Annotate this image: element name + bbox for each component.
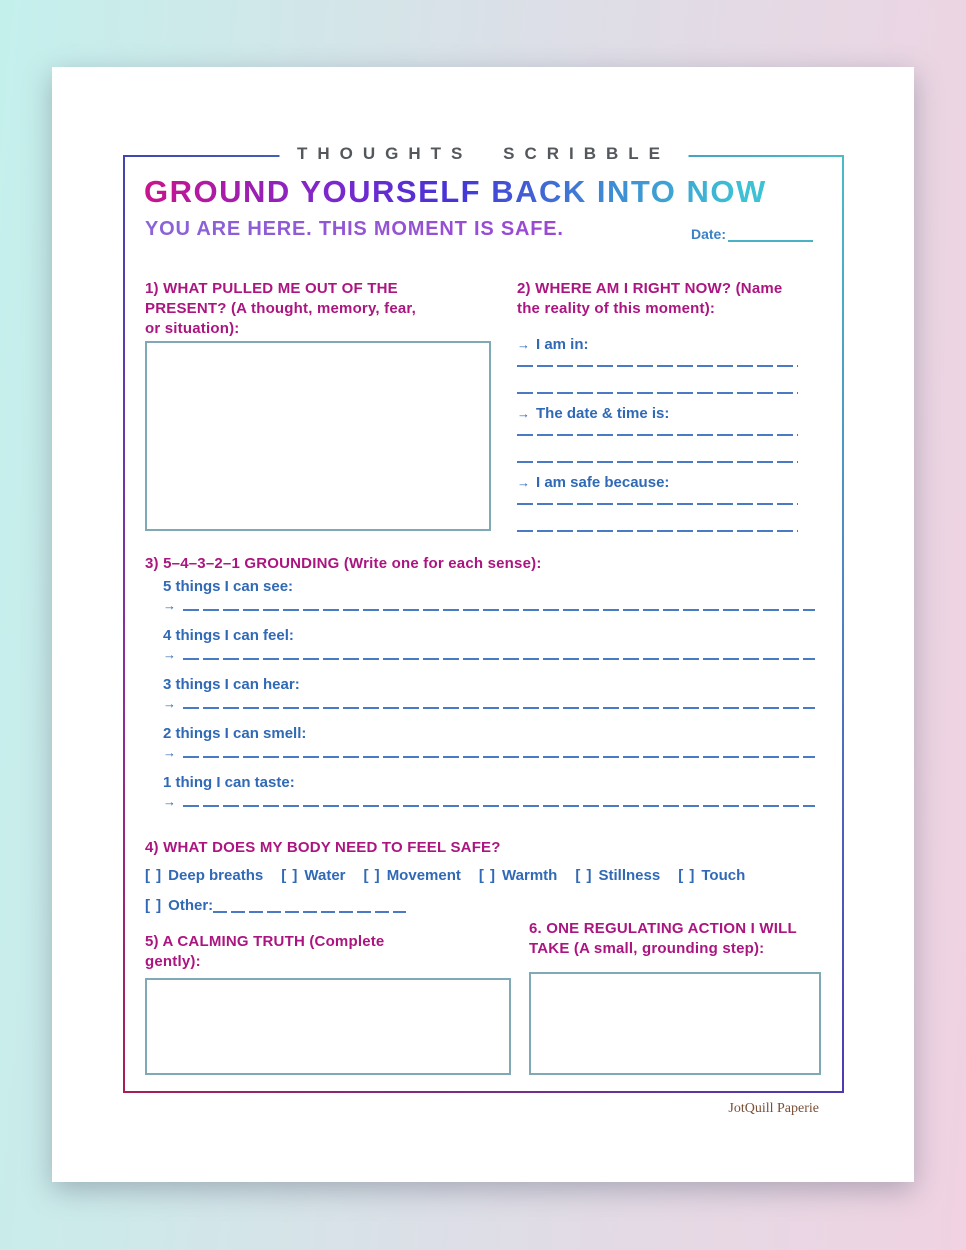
write-line[interactable] [213, 911, 406, 913]
checkbox-icon[interactable]: [ ] [575, 867, 593, 884]
prompt-label: The date & time is: [536, 404, 670, 422]
prompt-group-safe-because [517, 472, 798, 532]
section-5-heading-line: 5) A CALMING TRUTH (Complete [145, 933, 385, 950]
frame-border-right [842, 155, 844, 1093]
section-4-heading: 4) WHAT DOES MY BODY NEED TO FEEL SAFE? [145, 839, 501, 856]
write-line[interactable] [517, 530, 798, 532]
write-line[interactable] [517, 461, 798, 463]
sense-label-smell: 2 things I can smell: [163, 725, 307, 742]
write-line[interactable] [517, 392, 798, 394]
option-label: Touch [701, 867, 746, 884]
option-stillness [575, 867, 660, 884]
worksheet-frame [123, 144, 844, 1093]
prompt-group-date-time [517, 403, 798, 463]
section-5 [145, 932, 475, 972]
section-2 [517, 279, 798, 532]
option-label: Other: [168, 897, 214, 914]
arrow-icon: → [517, 336, 530, 352]
section-6-heading-line: TAKE (A small, grounding step): [529, 940, 765, 957]
write-line[interactable] [517, 365, 798, 367]
option-warmth [479, 867, 557, 884]
prompt-label: I am safe because: [536, 473, 670, 491]
checkbox-icon[interactable]: [ ] [363, 867, 381, 884]
frame-border-bottom [123, 1091, 844, 1093]
arrow-icon: → [163, 647, 176, 662]
option-label: Movement [386, 867, 461, 884]
date-field [691, 226, 813, 242]
prompt-label: I am in: [536, 335, 589, 353]
arrow-icon: → [163, 745, 176, 760]
brand-label: THOUGHTS SCRIBBLE [279, 144, 688, 164]
checkbox-icon[interactable]: [ ] [281, 867, 299, 884]
frame-border-left [123, 155, 125, 1093]
section-2-heading-line: the reality of this moment): [517, 300, 716, 317]
option-label: Water [304, 867, 346, 884]
sense-label-taste: 1 thing I can taste: [163, 774, 295, 791]
write-line[interactable] [183, 658, 815, 660]
sense-label-feel: 4 things I can feel: [163, 627, 294, 644]
checkbox-icon[interactable]: [ ] [145, 897, 163, 914]
option-water [281, 867, 345, 884]
checkbox-icon[interactable]: [ ] [145, 867, 163, 884]
section-4 [145, 838, 815, 914]
section-1-answer-box[interactable] [145, 341, 491, 531]
option-label: Warmth [502, 867, 558, 884]
prompt-group-i-am-in [517, 334, 798, 394]
section-6-heading-line: 6. ONE REGULATING ACTION I WILL [529, 920, 797, 937]
section-1-heading-line: 1) WHAT PULLED ME OUT OF THE [145, 280, 398, 297]
option-other [145, 897, 815, 914]
write-line[interactable] [517, 434, 798, 436]
page-title: GROUND YOURSELF BACK INTO NOW [144, 174, 767, 209]
worksheet-page [52, 67, 914, 1182]
write-line[interactable] [183, 805, 815, 807]
checkbox-icon[interactable]: [ ] [678, 867, 696, 884]
option-movement [364, 867, 461, 884]
arrow-icon: → [517, 474, 530, 490]
section-5-answer-box[interactable] [145, 978, 511, 1075]
date-label: Date: [691, 226, 727, 242]
write-line[interactable] [183, 609, 815, 611]
write-line[interactable] [517, 503, 798, 505]
section-3-heading: 3) 5–4–3–2–1 GROUNDING (Write one for each sense): [145, 555, 542, 572]
section-1-heading-line: PRESENT? (A thought, memory, fear, [145, 300, 416, 317]
section-5-heading-line: gently): [145, 953, 201, 970]
option-label: Stillness [598, 867, 661, 884]
arrow-icon: → [163, 696, 176, 711]
section-3 [145, 554, 815, 808]
checkbox-icon[interactable]: [ ] [478, 867, 497, 884]
brand-credit: JotQuill Paperie [728, 1101, 819, 1116]
section-6-answer-box[interactable] [529, 972, 821, 1075]
option-label: Deep breaths [168, 867, 264, 884]
arrow-icon: → [517, 405, 530, 421]
section-6 [529, 919, 829, 959]
option-deep-breaths [145, 867, 263, 884]
arrow-icon: → [163, 794, 176, 809]
date-write-line[interactable] [728, 229, 813, 242]
section-2-heading-line: 2) WHERE AM I RIGHT NOW? (Name [517, 280, 783, 297]
arrow-icon: → [163, 598, 176, 613]
section-1 [145, 279, 493, 339]
page-subtitle: YOU ARE HERE. THIS MOMENT IS SAFE. [145, 218, 564, 240]
section-1-heading-line: or situation): [145, 320, 240, 337]
sense-label-hear: 3 things I can hear: [163, 676, 300, 693]
write-line[interactable] [183, 707, 815, 709]
option-touch [678, 867, 745, 884]
write-line[interactable] [183, 756, 815, 758]
sense-label-see: 5 things I can see: [163, 578, 294, 595]
